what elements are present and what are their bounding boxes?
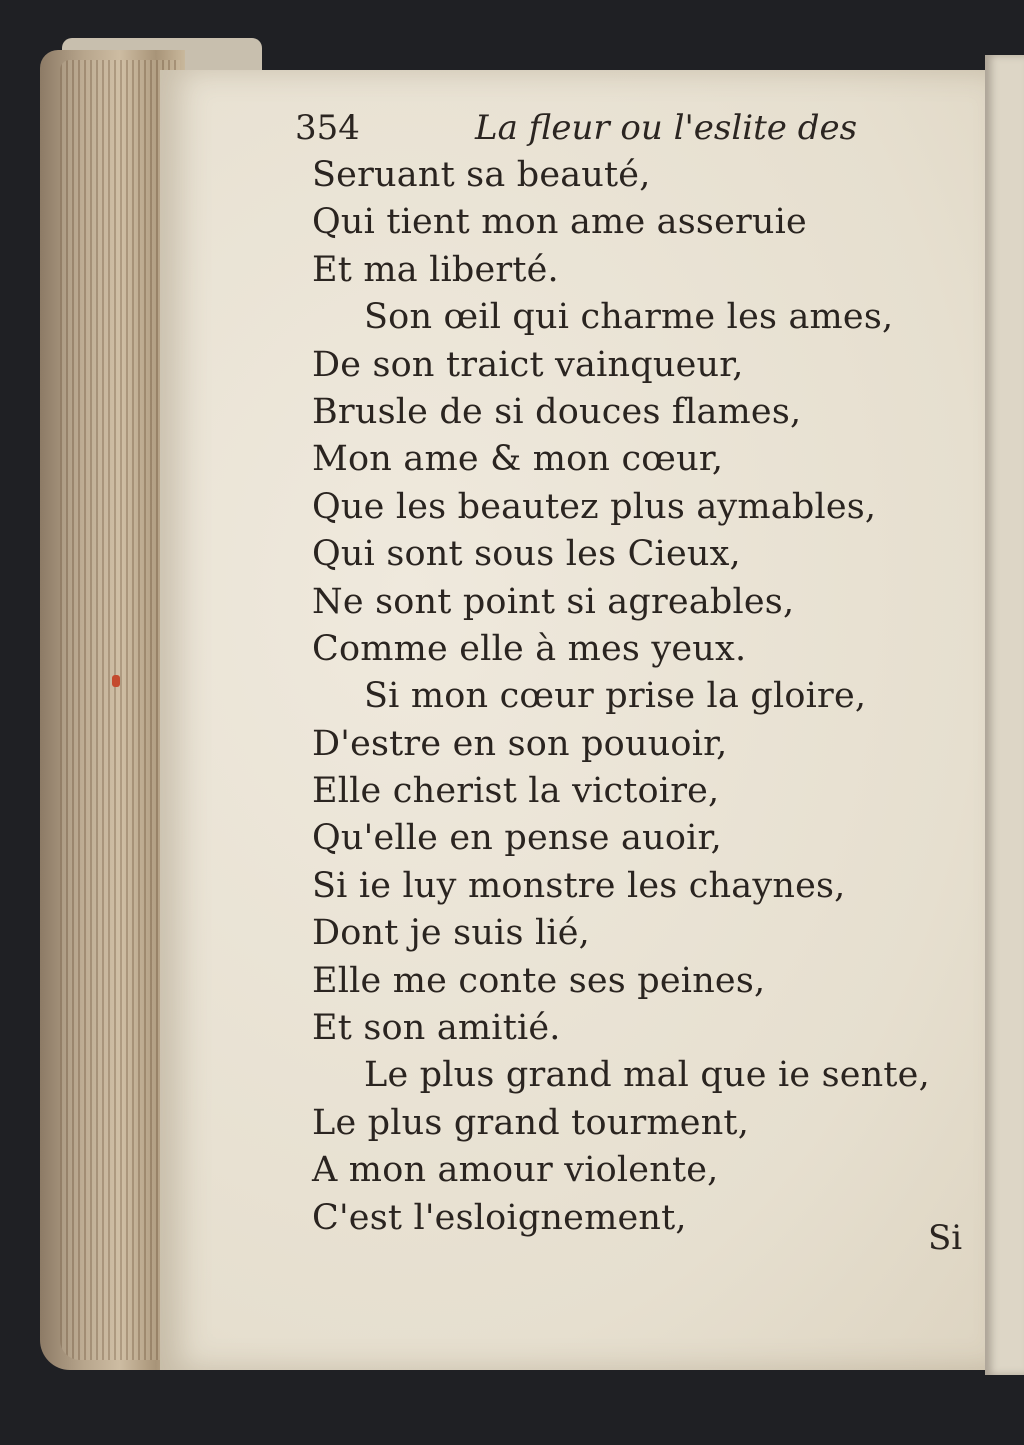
verse-line: Mon ame & mon cœur, xyxy=(312,439,724,480)
verse-line: Comme elle à mes yeux. xyxy=(312,628,747,669)
verse-line: Elle me conte ses peines, xyxy=(312,960,766,1001)
verse-line: Qui sont sous les Cieux, xyxy=(312,534,741,575)
verse-line: Et son amitié. xyxy=(312,1008,561,1049)
verse-line: C'est l'esloignement, xyxy=(312,1197,687,1238)
verse-line: Si ie luy monstre les chaynes, xyxy=(312,865,846,906)
catchword: Si xyxy=(928,1218,963,1258)
verse-line: Le plus grand tourment, xyxy=(312,1102,750,1143)
verse-line: Dont je suis lié, xyxy=(312,913,590,954)
page-number: 354 xyxy=(295,108,360,148)
verse-line: Elle cherist la victoire, xyxy=(312,771,720,812)
verse-line: Et ma liberté. xyxy=(312,249,559,290)
running-title: La fleur ou l'eslite des xyxy=(475,108,858,148)
verse-line: D'estre en son pouuoir, xyxy=(312,723,728,764)
verse-line: Si mon cœur prise la gloire, xyxy=(364,676,867,717)
verse-line: Ne sont point si agreables, xyxy=(312,581,795,622)
verse-text xyxy=(312,152,930,1242)
verse-line: A mon amour violente, xyxy=(312,1150,719,1191)
verse-line: Qui tient mon ame asseruie xyxy=(312,202,807,243)
verse-line: Son œil qui charme les ames, xyxy=(364,297,894,338)
verse-line: De son traict vainqueur, xyxy=(312,344,744,385)
verse-line: Que les beautez plus aymables, xyxy=(312,486,877,527)
verse-line: Qu'elle en pense auoir, xyxy=(312,818,722,859)
verse-line: Brusle de si douces flames, xyxy=(312,391,802,432)
facing-page-edge xyxy=(985,55,1024,1375)
page-header xyxy=(295,108,858,156)
verse-line: Le plus grand mal que ie sente, xyxy=(364,1055,930,1096)
red-stain-mark xyxy=(112,675,120,687)
verse-line: Seruant sa beauté, xyxy=(312,155,651,195)
